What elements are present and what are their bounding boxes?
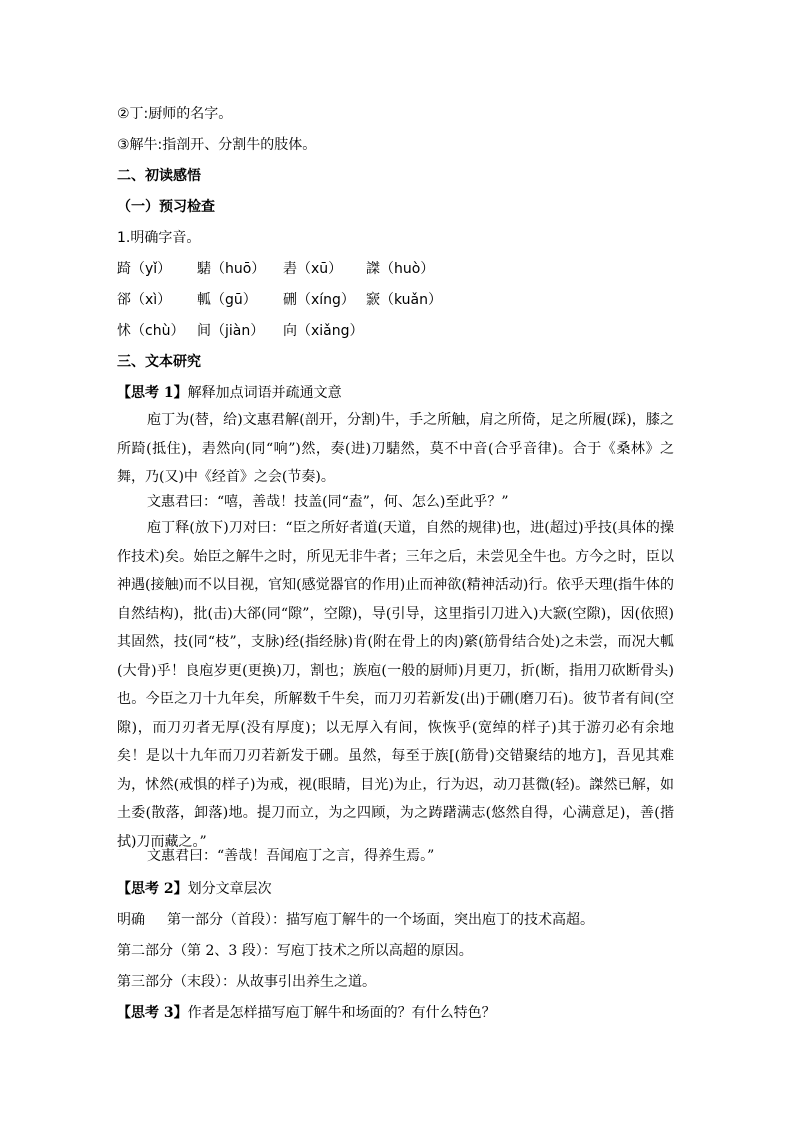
pron-item: 怵（chù） xyxy=(117,323,185,339)
pron-item: 軱（gū） xyxy=(197,292,257,308)
pronunciation-row-2 xyxy=(117,290,674,310)
think-2-label: 【思考 2】 xyxy=(117,881,188,897)
note-3: ③解牛:指剖开、分割牛的肢体。 xyxy=(117,137,317,153)
think-2-heading xyxy=(117,879,272,899)
pron-item: 窾（kuǎn） xyxy=(366,292,443,308)
pron-item: 砉（xū） xyxy=(283,261,343,277)
answer-label: 明确 xyxy=(117,912,145,928)
pronunciation-title: 1.明确字音。 xyxy=(117,230,201,246)
pronunciation-row-3 xyxy=(117,321,674,341)
think-1-heading xyxy=(117,383,342,403)
pron-item: 郤（xì） xyxy=(117,292,172,308)
pron-item: 謋（huò） xyxy=(366,261,435,277)
pron-item: 踦（yǐ） xyxy=(117,261,172,277)
think-2-part-3: 第三部分（末段）：从故事引出养生之道。 xyxy=(117,974,376,990)
think-1-label: 【思考 1】 xyxy=(117,385,188,401)
pron-item: 騞（huō） xyxy=(197,261,266,277)
pron-item: 间（jiàn） xyxy=(197,323,265,339)
pronunciation-row-1 xyxy=(117,259,674,279)
pron-item: 向（xiǎng） xyxy=(283,323,364,339)
think-2-part-1 xyxy=(117,910,594,930)
pron-item: 硎（xíng） xyxy=(283,292,355,308)
note-2: ②丁:厨师的名字。 xyxy=(117,106,233,122)
section-2-subheading: （一）预习检查 xyxy=(117,199,215,215)
think-3-heading xyxy=(117,1003,496,1023)
think-3-label: 【思考 3】 xyxy=(117,1005,188,1021)
section-2-heading: 二、初读感悟 xyxy=(117,168,201,184)
passage-paragraph-4: 文惠君曰：“善哉！吾闻庖丁之言，得养生焉。” xyxy=(147,848,435,864)
think-3-title: 作者是怎样描写庖丁解牛和场面的？有什么特色？ xyxy=(187,1005,496,1021)
think-1-title: 解释加点词语并疏通文意 xyxy=(187,385,342,401)
section-3-heading: 三、文本研究 xyxy=(117,354,201,370)
passage-paragraph-3: 庖丁释(放下)刀对曰：“臣之所好者道(天道，自然的规律)也，进(超过)乎技(具体的操作技术)矣。始臣之解牛之时，所见无非牛者；三年之后，未尝见全牛也。方今之时，臣以神遇(接触)而不以目视，官知(感觉器官的作用)止而神欲(精神活动)行。依乎天理(指牛体的自然结构)，批(击)大郤(同“隙”，空隙)，导(引导，这里指引刀进入)大窾(空隙)，因(依照)其固然，技(同“枝”，支脉)经(指经脉)肯(附在骨上的肉)綮(筋骨结合处)之未尝，而况大軱(大骨)乎！良庖岁更(更换)刀，割也；族庖(一般的厨师)月更刀，折(断，指用刀砍断骨头)也。今臣之刀十九年矣，所解数千牛矣，而刀刃若新发(出)于硎(磨刀石)。彼节者有间(空隙)，而刀刃者无厚(没有厚度)；以无厚入有间，恢恢乎(宽绰的样子)其于游刃必有余地矣！是以十九年而刀刃若新发于硎。虽然，每至于族[(筋骨)交错聚结的地方]，吾见其难为，怵然(戒惧的样子)为戒，视(眼睛，目光)为止，行为迟，动刀甚微(轻)。謋然已解，如土委(散落，卸落)地。提刀而立，为之四顾，为之踌躇满志(悠然自得，心满意足)，善(揩拭)刀而藏之。” xyxy=(117,520,674,850)
think-2-part-2: 第二部分（第 2、3 段）：写庖丁技术之所以高超的原因。 xyxy=(117,943,473,959)
think-2-title: 划分文章层次 xyxy=(187,881,272,897)
part-1-text: 第一部分（首段）：描写庖丁解牛的一个场面，突出庖丁的技术高超。 xyxy=(167,912,594,928)
passage-paragraph-2: 文惠君曰：“嘻，善哉！技盖(同“盍”，何、怎么)至此乎？” xyxy=(147,494,509,510)
passage-paragraph-1: 庖丁为(替，给)文惠君解(剖开，分割)牛，手之所触，肩之所倚，足之所履(踩)，膝之所踦(抵住)，砉然向(同“响”)然，奏(进)刀騞然，莫不中音(合乎音律)。合于《桑林》之舞，乃(又)中《经首》之会(节奏)。 xyxy=(117,412,674,485)
